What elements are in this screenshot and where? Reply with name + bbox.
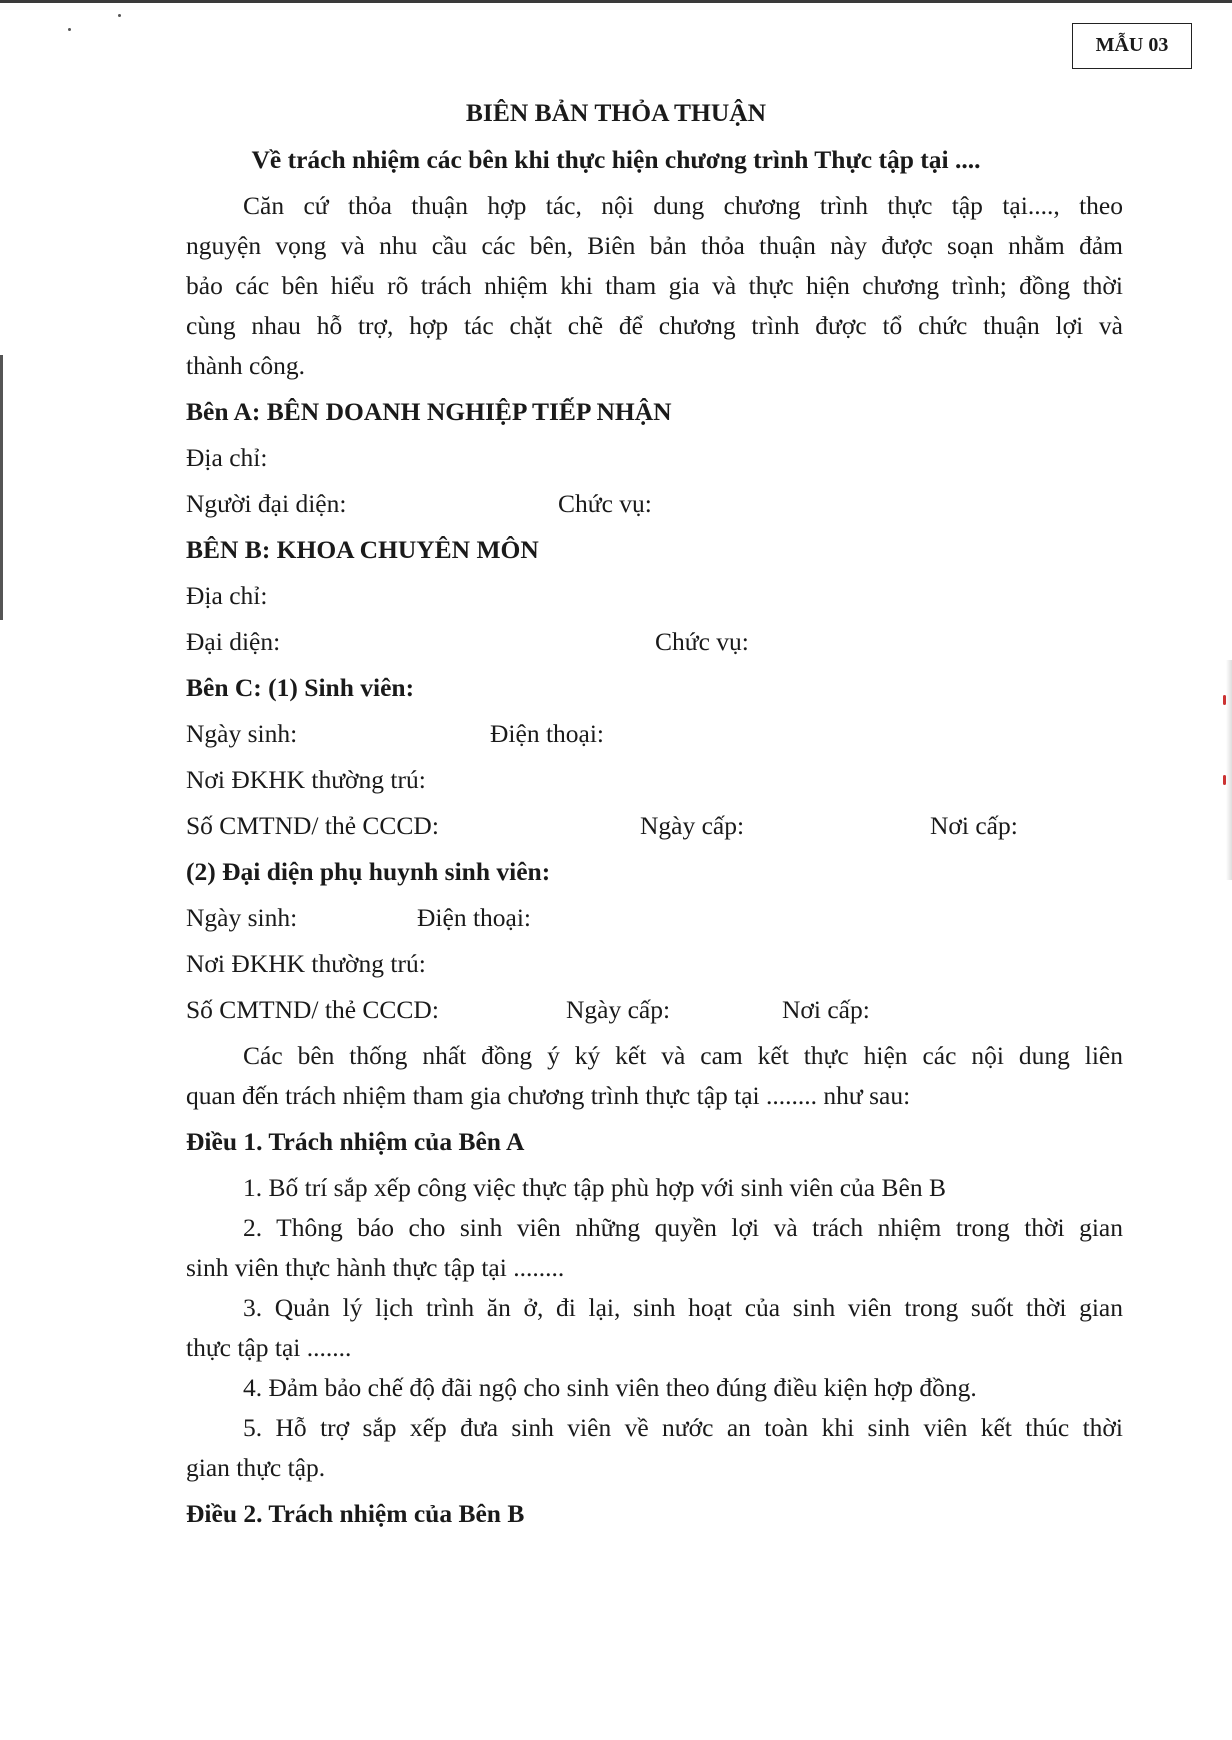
parent-issue-place: Nơi cấp: xyxy=(782,995,870,1024)
parent-phone: Điện thoại: xyxy=(417,903,532,932)
article-1-heading: Điều 1. Trách nhiệm của Bên A xyxy=(186,1127,525,1156)
student-issue-place: Nơi cấp: xyxy=(930,811,1018,840)
intro-line: bảo các bên hiểu rõ trách nhiệm khi tham gia và thực hiện chương trình; đồng thời xyxy=(186,271,1123,300)
scan-right-edge xyxy=(1226,660,1232,880)
party-b-representative: Đại diện: xyxy=(186,627,281,656)
parent-dob: Ngày sinh: xyxy=(186,903,298,932)
scan-red-mark xyxy=(1223,775,1226,785)
intro-line: cùng nhau hỗ trợ, hợp tác chặt chẽ để chương trình được tổ chức thuận lợi và xyxy=(186,311,1123,340)
article-1-item: 1. Bố trí sắp xếp công việc thực tập phù hợp với sinh viên của Bên B xyxy=(243,1173,946,1202)
parent-issue-date: Ngày cấp: xyxy=(566,995,671,1024)
form-code: MẪU 03 xyxy=(1095,34,1169,56)
student-phone: Điện thoại: xyxy=(490,719,605,748)
scan-dot xyxy=(68,28,71,31)
agreement-line: quan đến trách nhiệm tham gia chương trình thực tập tại ........ như sau: xyxy=(186,1081,911,1110)
party-a-heading: Bên A: BÊN DOANH NGHIỆP TIẾP NHẬN xyxy=(186,397,672,426)
scan-left-mark xyxy=(0,355,3,620)
party-a-position: Chức vụ: xyxy=(558,489,652,518)
party-c-heading: Bên C: (1) Sinh viên: xyxy=(186,673,415,702)
intro-line: nguyện vọng và nhu cầu các bên, Biên bản thỏa thuận này được soạn nhằm đảm xyxy=(186,231,1123,260)
document-title: BIÊN BẢN THỎA THUẬN xyxy=(465,98,767,127)
agreement-line: Các bên thống nhất đồng ý ký kết và cam kết thực hiện các nội dung liên xyxy=(243,1041,1123,1070)
article-2-heading: Điều 2. Trách nhiệm của Bên B xyxy=(186,1499,525,1528)
intro-line: thành công. xyxy=(186,351,305,380)
party-a-representative: Người đại diện: xyxy=(186,489,347,518)
scan-dot xyxy=(118,14,121,17)
party-b-address: Địa chỉ: xyxy=(186,581,268,610)
party-a-address: Địa chỉ: xyxy=(186,443,268,472)
article-1-item: 5. Hỗ trợ sắp xếp đưa sinh viên về nước an toàn khi sinh viên kết thúc thời xyxy=(243,1413,1123,1442)
document-subtitle: Về trách nhiệm các bên khi thực hiện chương trình Thực tập tại .... xyxy=(251,145,981,174)
parent-residence: Nơi ĐKHK thường trú: xyxy=(186,949,426,978)
article-1-item-cont: thực tập tại ....... xyxy=(186,1333,352,1362)
student-issue-date: Ngày cấp: xyxy=(640,811,745,840)
article-1-item-cont: sinh viên thực hành thực tập tại ........ xyxy=(186,1253,565,1282)
article-1-item: 3. Quản lý lịch trình ăn ở, đi lại, sinh hoạt của sinh viên trong suốt thời gian xyxy=(243,1293,1123,1322)
article-1-item: 4. Đảm bảo chế độ đãi ngộ cho sinh viên theo đúng điều kiện hợp đồng. xyxy=(243,1373,977,1402)
parent-heading: (2) Đại diện phụ huynh sinh viên: xyxy=(186,857,551,886)
article-1-item: 2. Thông báo cho sinh viên những quyền lợi và trách nhiệm trong thời gian xyxy=(243,1213,1123,1242)
student-dob: Ngày sinh: xyxy=(186,719,298,748)
student-id: Số CMTND/ thẻ CCCD: xyxy=(186,811,439,840)
form-code-box xyxy=(1072,23,1192,69)
article-1-item-cont: gian thực tập. xyxy=(186,1453,326,1482)
page-top-edge xyxy=(0,0,1232,3)
party-b-position: Chức vụ: xyxy=(655,627,749,656)
party-b-heading: BÊN B: KHOA CHUYÊN MÔN xyxy=(186,535,539,564)
scan-red-mark xyxy=(1223,695,1226,705)
student-residence: Nơi ĐKHK thường trú: xyxy=(186,765,426,794)
parent-id: Số CMTND/ thẻ CCCD: xyxy=(186,995,439,1024)
intro-line: Căn cứ thỏa thuận hợp tác, nội dung chương trình thực tập tại...., theo xyxy=(243,191,1123,220)
